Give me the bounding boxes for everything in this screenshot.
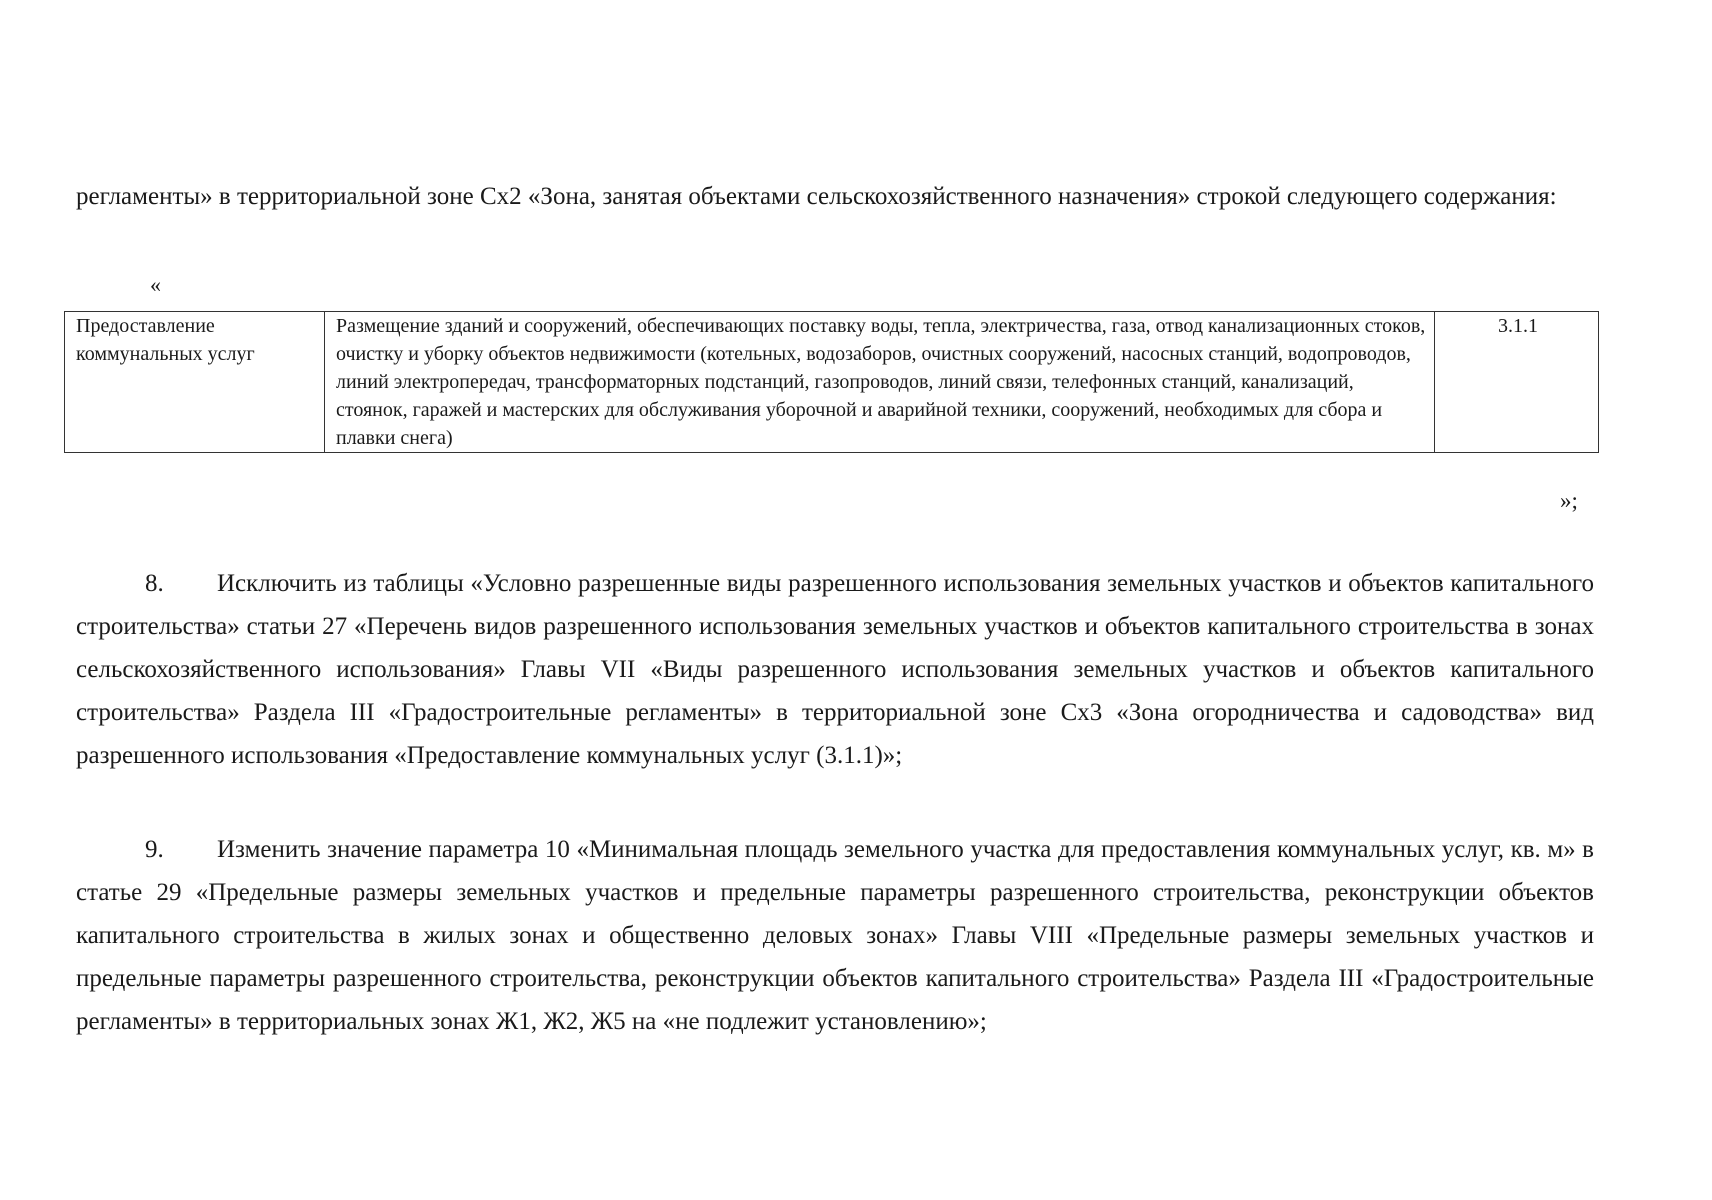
table-row xyxy=(65,312,1599,453)
closing-quote: »; xyxy=(1560,488,1578,513)
item-9-text: Изменить значение параметра 10 «Минимальная площадь земельного участка для предоставления коммунальных услуг, кв. м» в статье 29 «Предельные размеры земельных участков и предельные параметры разрешенного строительства, реконструкции объектов капитального строительства в жилых зонах и общественно деловых зонах» Главы VIII «Предельные размеры земельных участков и предельные параметры разрешенного строительства, реконструкции объектов капитального строительства» Раздела III «Градостроительные регламенты» в территориальных зонах Ж1, Ж2, Ж5 на «не подлежит установлению»; xyxy=(76,836,1594,1035)
table-cell-code: 3.1.1 xyxy=(1435,312,1599,453)
table-cell-description: Размещение зданий и сооружений, обеспечивающих поставку воды, тепла, электричества, газа, отвод канализационных стоков, очистку и уборку объектов недвижимости (котельных, водозаборов, очистных сооружений, насосных станций, водопроводов, линий электропередач, трансформаторных подстанций, газопроводов, линий связи, телефонных станций, канализаций, стоянок, гаражей и мастерских для обслуживания уборочной и аварийной техники, сооружений, необходимых для сбора и плавки снега) xyxy=(325,312,1435,453)
table-cell-name: Предоставление коммунальных услуг xyxy=(65,312,325,453)
item-8-paragraph xyxy=(76,562,1594,777)
item-9-number: 9. xyxy=(145,836,164,863)
item-8-text: Исключить из таблицы «Условно разрешенные виды разрешенного использования земельных участков и объектов капитального строительства» статьи 27 «Перечень видов разрешенного использования земельных участков и объектов капитального строительства в зонах сельскохозяйственного использования» Главы VII «Виды разрешенного использования земельных участков и объектов капитального строительства» Раздела III «Градостроительные регламенты» в территориальной зоне Сх3 «Зона огородничества и садоводства» вид разрешенного использования «Предоставление коммунальных услуг (3.1.1)»; xyxy=(76,570,1594,769)
item-9-paragraph xyxy=(76,828,1594,1043)
inserted-table xyxy=(64,311,1599,453)
intro-paragraph: регламенты» в территориальной зоне Сх2 «Зона, занятая объектами сельскохозяйственного назначения» строкой следующего содержания: xyxy=(76,183,1557,210)
item-8-number: 8. xyxy=(145,570,164,597)
opening-quote: « xyxy=(150,272,161,297)
